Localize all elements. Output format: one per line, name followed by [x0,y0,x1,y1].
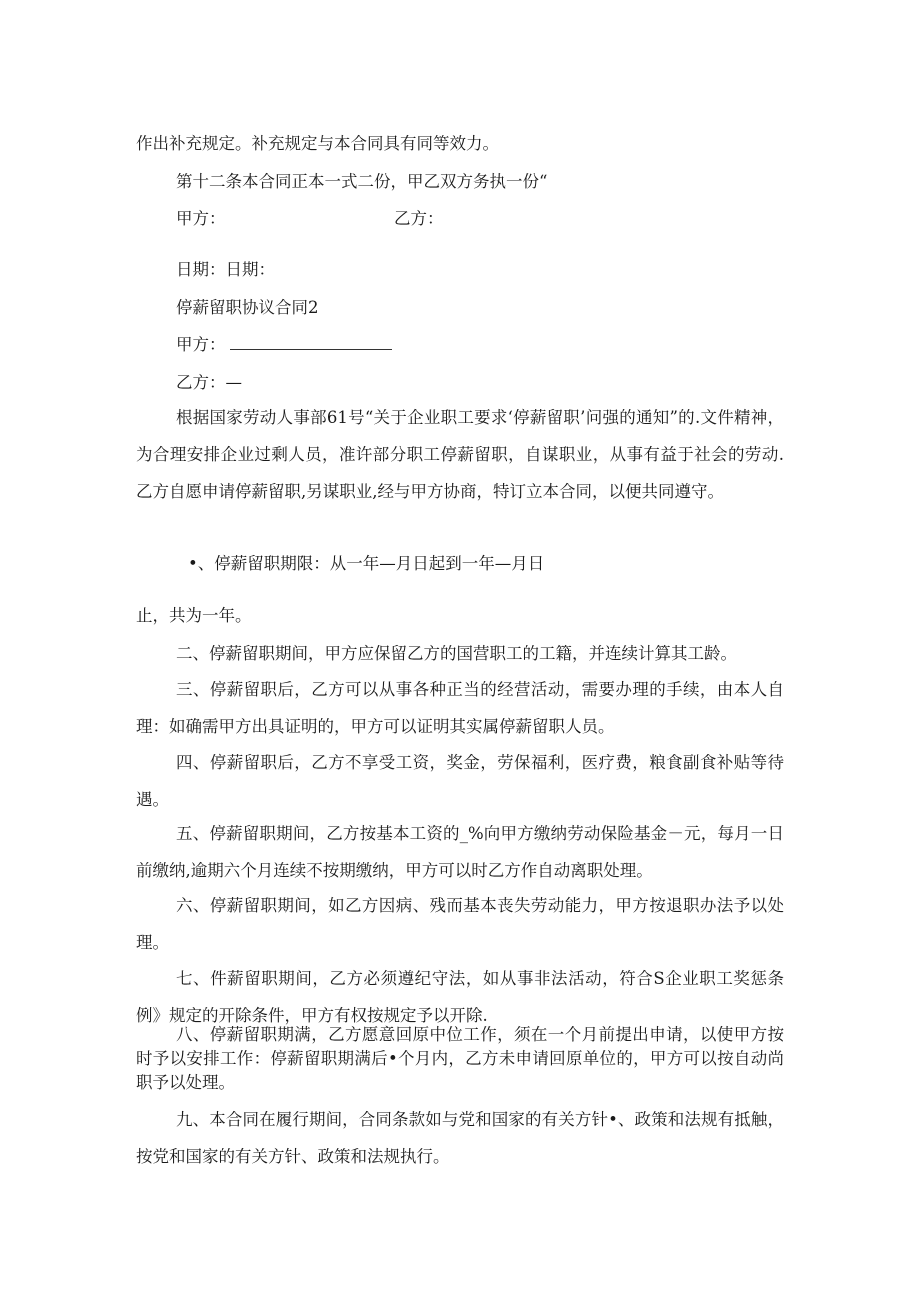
article-12: 第十二条本合同正本一式二份，甲乙双方务执一份“ [176,172,548,191]
item-1-end: 止，共为一年。 [136,606,252,625]
item-3: 三、停薪留职后，乙方可以从事各种正当的经营活动，需要办理的手续，由本人自理：如确需甲方出具证明的，甲方可以证明其实属停薪留职人员。 [136,680,784,736]
heading: 停薪留职协议合同2 [176,298,319,317]
item-9: 九、本合同在履行期间，合同条款如与党和国家的有关方针•、政策和法规有抵触，按党和国家的有关方针、政策和法规执行。 [136,1110,784,1166]
party-b-line: 乙方：— [176,373,242,392]
item-8: 八、停薪留职期满，乙方愿意回原中位工作，须在一个月前提出申请，以使甲方按时予以安排工作：停薪留职期满后•个月内，乙方未申请回原单位的，甲方可以按自动尚职予以处理。 [136,1025,784,1092]
item-6: 六、停薪留职期间，如乙方因病、残而基本丧失劳动能力，甲方按退职办法予以处理。 [136,896,784,952]
item-1: •、停薪留职期限：从一年—月日起到一年—月日 [188,554,545,573]
text-line: 作出补充规定。补充规定与本合同具有同等效力。 [136,134,499,153]
party-a2-label: 甲方： [176,335,226,354]
date-line: 日期：日期： [176,260,275,279]
preamble-paragraph: 根据国家劳动人事部61号“关于企业职工要求‘停薪留职’问强的通知”的.文件精神，为合理安排企业过剩人员，准许部分职工停薪留职，自谋职业，从事有益于社会的劳动.乙方自愿申请停薪留职,另谋职业,经与甲方协商，特订立本合同，以便共同遵守。 [136,408,784,501]
party-a-line [176,331,784,355]
item-7: 七、件薪留职期间，乙方必须遵纪守法，如从事非法活动，符合S企业职工奖惩条例》规定的开除条件，甲方有权按规定予以开除. [136,969,784,1025]
item-5: 五、停薪留职期间，乙方按基本工资的_%向甲方缴纳劳动保险基金－元，每月一日前缴纳,逾期六个月连续不按期缴纳，甲方可以时乙方作自动离职处理。 [136,824,784,880]
item-4: 四、停薪留职后，乙方不享受工资，奖金，劳保福利，医疗费，粮食副食补贴等待遇。 [136,753,784,809]
signature-blank [230,335,392,350]
party-a-label: 甲方： [176,209,226,228]
party-b-label: 乙方： [394,209,444,228]
item-2: 二、停薪留职期间，甲方应保留乙方的国营职工的工籍，并连续计算其工龄。 [176,644,737,663]
